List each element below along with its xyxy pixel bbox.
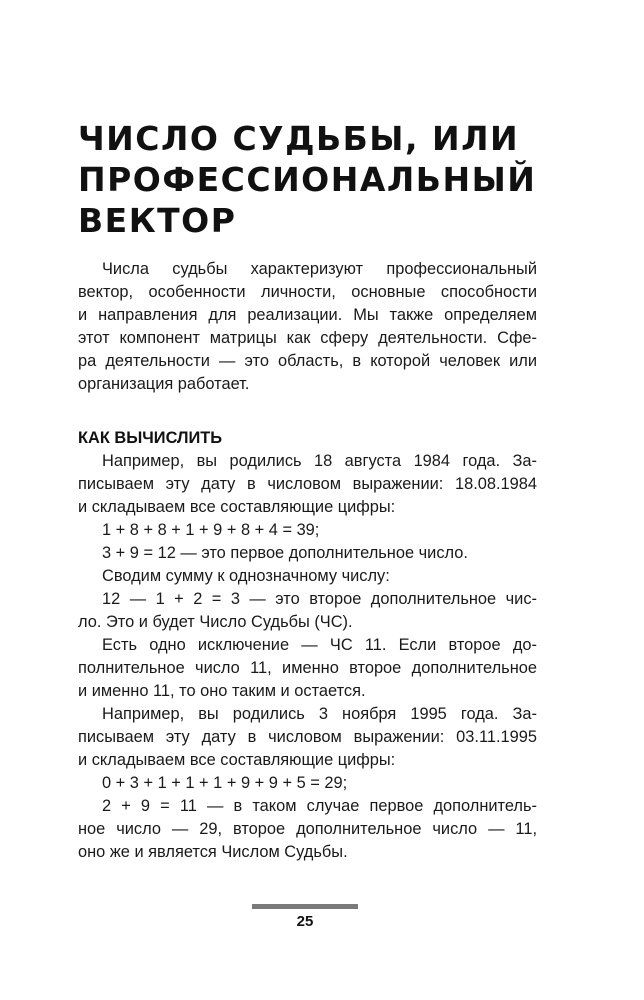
text-line: ра деятельности — это область, в которой человек или	[78, 352, 537, 370]
text-line: ное число — 29, второе дополнительное число — 11,	[78, 820, 537, 838]
text-line: этот компонент матрицы как сферу деятельности. Сфе-	[78, 329, 537, 347]
text-line: Сводим сумму к однозначному числу:	[102, 567, 390, 585]
text-line: организация работает.	[78, 375, 250, 393]
chapter-title-line: ПРОФЕССИОНАЛЬНЫЙ	[78, 160, 537, 199]
page-number: 25	[296, 913, 314, 930]
text-line: и именно 11, то оно таким и остается.	[78, 682, 366, 700]
text-line: Например, вы родились 18 августа 1984 года. За-	[102, 452, 537, 470]
text-line: полнительное число 11, именно второе дополнительное	[78, 659, 537, 677]
formula-line: 1 + 8 + 8 + 1 + 9 + 8 + 4 = 39;	[102, 521, 320, 539]
footer-divider-bar	[252, 904, 358, 909]
text-line: ло. Это и будет Число Судьбы (ЧС).	[78, 613, 353, 631]
calculation-section	[78, 450, 537, 864]
text-line: и направления для реализации. Мы также определяем	[78, 306, 537, 324]
intro-paragraph	[78, 258, 537, 396]
formula-line: 12 — 1 + 2 = 3 — это второе дополнительное чис-	[102, 590, 537, 608]
chapter-title-line: ВЕКТОР	[78, 201, 237, 240]
section-heading: КАК ВЫЧИСЛИТЬ	[78, 429, 223, 447]
formula-line: 3 + 9 = 12 — это первое дополнительное число.	[102, 544, 468, 562]
text-line: Например, вы родились 3 ноября 1995 года. За-	[102, 705, 537, 723]
text-line: и складываем все составляющие цифры:	[78, 751, 396, 769]
formula-line: 2 + 9 = 11 — в таком случае первое дополнитель-	[102, 797, 537, 815]
text-line: и складываем все составляющие цифры:	[78, 498, 396, 516]
chapter-title-line: ЧИСЛО СУДЬБЫ, ИЛИ	[78, 119, 520, 158]
formula-line: 0 + 3 + 1 + 1 + 1 + 9 + 9 + 5 = 29;	[102, 774, 348, 792]
text-line: Числа судьбы характеризуют профессиональный	[102, 260, 537, 278]
text-line: писываем эту дату в числовом выражении: 03.11.1995	[78, 728, 537, 746]
text-line: писываем эту дату в числовом выражении: 18.08.1984	[78, 475, 537, 493]
text-line: Есть одно исключение — ЧС 11. Если второе до-	[102, 636, 537, 654]
chapter-title	[78, 118, 598, 241]
text-line: оно же и является Числом Судьбы.	[78, 843, 348, 861]
text-line: вектор, особенности личности, основные способности	[78, 283, 537, 301]
